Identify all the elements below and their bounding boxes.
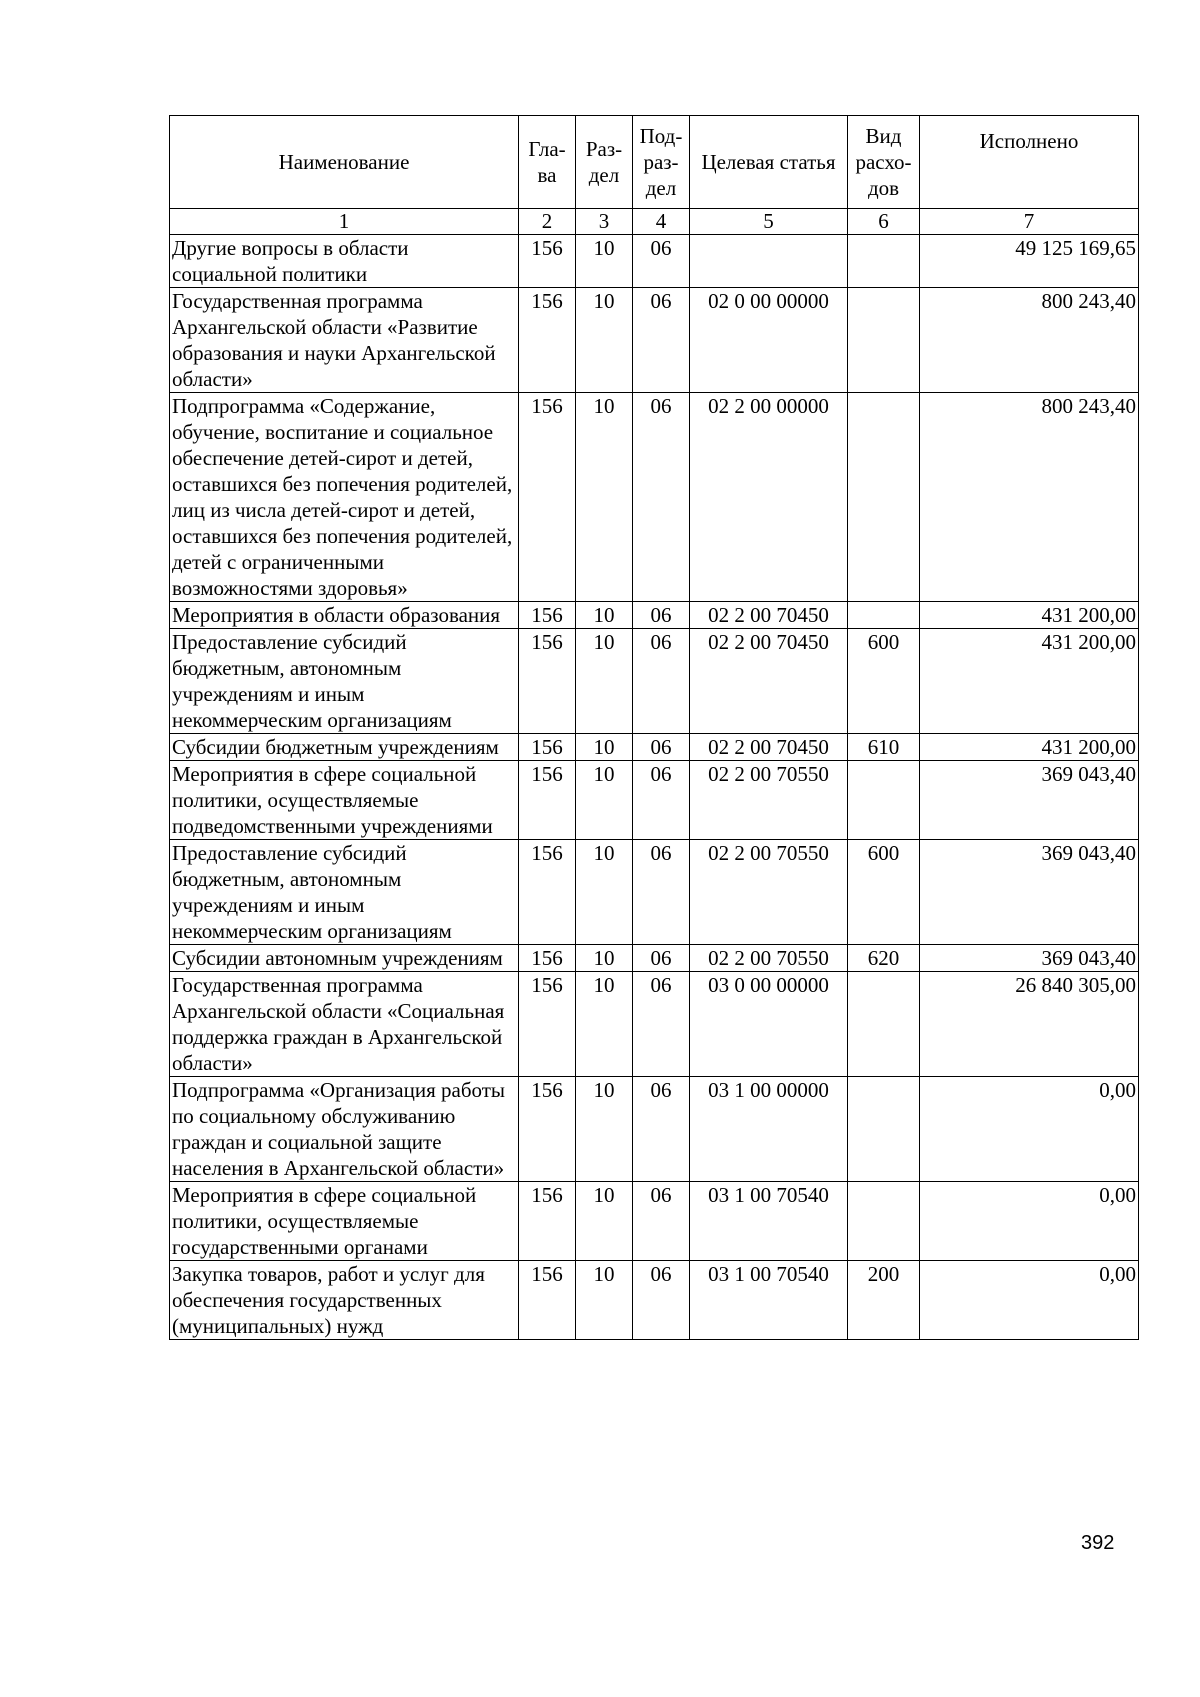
table-row	[170, 945, 1139, 972]
cell-razdel: 10	[576, 602, 633, 629]
cell-podrazdel: 06	[633, 761, 690, 840]
table-body	[170, 235, 1139, 1340]
header-razdel-l2: дел	[588, 163, 620, 187]
col-number: 6	[848, 209, 920, 235]
cell-name: Мероприятия в сфере социальной политики, осуществляемые подведомственными учреждениями	[170, 761, 519, 840]
cell-name: Мероприятия в области образования	[170, 602, 519, 629]
cell-razdel: 10	[576, 761, 633, 840]
cell-glava: 156	[519, 235, 576, 288]
cell-ispolneno: 369 043,40	[920, 840, 1139, 945]
cell-podrazdel: 06	[633, 629, 690, 734]
cell-glava: 156	[519, 288, 576, 393]
cell-podrazdel: 06	[633, 235, 690, 288]
cell-ispolneno: 0,00	[920, 1077, 1139, 1182]
header-glava	[519, 116, 576, 209]
cell-vid	[848, 288, 920, 393]
header-vid-l1: Вид	[865, 124, 902, 148]
header-podrazdel-l3: дел	[645, 176, 677, 200]
cell-tsel	[690, 235, 848, 288]
cell-podrazdel: 06	[633, 1182, 690, 1261]
cell-vid	[848, 1182, 920, 1261]
header-podrazdel-l1: Под-	[639, 124, 683, 148]
cell-razdel: 10	[576, 629, 633, 734]
cell-ispolneno: 431 200,00	[920, 734, 1139, 761]
cell-tsel: 03 1 00 70540	[690, 1261, 848, 1340]
cell-podrazdel: 06	[633, 602, 690, 629]
header-vid	[848, 116, 920, 209]
cell-ispolneno: 369 043,40	[920, 761, 1139, 840]
cell-tsel: 02 2 00 70450	[690, 602, 848, 629]
header-podrazdel	[633, 116, 690, 209]
cell-tsel: 03 1 00 00000	[690, 1077, 848, 1182]
cell-ispolneno: 431 200,00	[920, 629, 1139, 734]
cell-vid	[848, 393, 920, 602]
col-number: 1	[170, 209, 519, 235]
cell-glava: 156	[519, 1182, 576, 1261]
col-number: 4	[633, 209, 690, 235]
cell-tsel: 02 2 00 70550	[690, 840, 848, 945]
page-number: 392	[1081, 1532, 1115, 1554]
table-row	[170, 393, 1139, 602]
cell-name: Предоставление субсидий бюджетным, автономным учреждениям и иным некоммерческим организациям	[170, 629, 519, 734]
cell-ispolneno: 800 243,40	[920, 393, 1139, 602]
cell-name: Мероприятия в сфере социальной политики, осуществляемые государственными органами	[170, 1182, 519, 1261]
cell-glava: 156	[519, 945, 576, 972]
cell-podrazdel: 06	[633, 734, 690, 761]
cell-name: Субсидии автономным учреждениям	[170, 945, 519, 972]
cell-glava: 156	[519, 393, 576, 602]
table-row	[170, 734, 1139, 761]
cell-tsel: 03 1 00 70540	[690, 1182, 848, 1261]
cell-razdel: 10	[576, 840, 633, 945]
cell-razdel: 10	[576, 734, 633, 761]
cell-vid: 610	[848, 734, 920, 761]
header-ispolneno: Исполнено	[920, 116, 1139, 209]
cell-vid	[848, 972, 920, 1077]
cell-podrazdel: 06	[633, 288, 690, 393]
col-number: 7	[920, 209, 1139, 235]
cell-vid	[848, 761, 920, 840]
cell-podrazdel: 06	[633, 1077, 690, 1182]
cell-ispolneno: 26 840 305,00	[920, 972, 1139, 1077]
cell-tsel: 02 2 00 70550	[690, 761, 848, 840]
header-glava-l2: ва	[537, 163, 557, 187]
cell-vid	[848, 602, 920, 629]
table-row	[170, 602, 1139, 629]
cell-razdel: 10	[576, 945, 633, 972]
cell-podrazdel: 06	[633, 972, 690, 1077]
header-vid-l2: расхо-	[855, 150, 912, 174]
header-podrazdel-l2: раз-	[643, 150, 679, 174]
cell-podrazdel: 06	[633, 840, 690, 945]
table-row	[170, 1182, 1139, 1261]
cell-razdel: 10	[576, 1182, 633, 1261]
table-row	[170, 761, 1139, 840]
column-number-row	[170, 209, 1139, 235]
cell-razdel: 10	[576, 1077, 633, 1182]
cell-tsel: 02 2 00 70450	[690, 629, 848, 734]
header-name: Наименование	[170, 116, 519, 209]
cell-name: Закупка товаров, работ и услуг для обеспечения государственных (муниципальных) нужд	[170, 1261, 519, 1340]
header-tsel: Целевая статья	[690, 116, 848, 209]
cell-razdel: 10	[576, 393, 633, 602]
cell-glava: 156	[519, 1077, 576, 1182]
cell-glava: 156	[519, 734, 576, 761]
cell-glava: 156	[519, 840, 576, 945]
cell-podrazdel: 06	[633, 945, 690, 972]
cell-tsel: 03 0 00 00000	[690, 972, 848, 1077]
cell-name: Субсидии бюджетным учреждениям	[170, 734, 519, 761]
cell-tsel: 02 2 00 70450	[690, 734, 848, 761]
cell-ispolneno: 0,00	[920, 1182, 1139, 1261]
cell-tsel: 02 2 00 00000	[690, 393, 848, 602]
table-row	[170, 972, 1139, 1077]
budget-table	[169, 115, 1139, 1340]
col-number: 5	[690, 209, 848, 235]
cell-ispolneno: 800 243,40	[920, 288, 1139, 393]
header-vid-l3: дов	[867, 176, 900, 200]
cell-vid: 200	[848, 1261, 920, 1340]
table-row	[170, 840, 1139, 945]
cell-glava: 156	[519, 761, 576, 840]
cell-ispolneno: 49 125 169,65	[920, 235, 1139, 288]
cell-razdel: 10	[576, 1261, 633, 1340]
cell-ispolneno: 369 043,40	[920, 945, 1139, 972]
cell-vid: 620	[848, 945, 920, 972]
cell-glava: 156	[519, 972, 576, 1077]
cell-glava: 156	[519, 629, 576, 734]
header-razdel-l1: Раз-	[585, 137, 623, 161]
cell-razdel: 10	[576, 288, 633, 393]
cell-podrazdel: 06	[633, 393, 690, 602]
header-razdel	[576, 116, 633, 209]
cell-name: Предоставление субсидий бюджетным, автономным учреждениям и иным некоммерческим организациям	[170, 840, 519, 945]
cell-ispolneno: 0,00	[920, 1261, 1139, 1340]
table-row	[170, 1261, 1139, 1340]
cell-vid	[848, 1077, 920, 1182]
cell-razdel: 10	[576, 235, 633, 288]
table-row	[170, 1077, 1139, 1182]
cell-name: Другие вопросы в области социальной политики	[170, 235, 519, 288]
cell-name: Подпрограмма «Содержание, обучение, воспитание и социальное обеспечение детей-сирот и детей, оставшихся без попечения родителей, лиц из числа детей-сирот и детей, оставшихся без попечения родителей, детей с ограниченными возможностями здоровья»	[170, 393, 519, 602]
budget-table-container	[169, 115, 1138, 1340]
table-header-row	[170, 116, 1139, 209]
col-number: 3	[576, 209, 633, 235]
cell-glava: 156	[519, 602, 576, 629]
cell-name: Государственная программа Архангельской области «Развитие образования и науки Архангельской области»	[170, 288, 519, 393]
cell-vid: 600	[848, 840, 920, 945]
table-row	[170, 629, 1139, 734]
cell-razdel: 10	[576, 972, 633, 1077]
table-row	[170, 235, 1139, 288]
cell-name: Подпрограмма «Организация работы по социальному обслуживанию граждан и социальной защите населения в Архангельской области»	[170, 1077, 519, 1182]
cell-tsel: 02 0 00 00000	[690, 288, 848, 393]
cell-ispolneno: 431 200,00	[920, 602, 1139, 629]
header-glava-l1: Гла-	[528, 137, 566, 161]
cell-vid: 600	[848, 629, 920, 734]
table-row	[170, 288, 1139, 393]
col-number: 2	[519, 209, 576, 235]
cell-tsel: 02 2 00 70550	[690, 945, 848, 972]
cell-glava: 156	[519, 1261, 576, 1340]
cell-podrazdel: 06	[633, 1261, 690, 1340]
cell-name: Государственная программа Архангельской области «Социальная поддержка граждан в Архангельской области»	[170, 972, 519, 1077]
cell-vid	[848, 235, 920, 288]
